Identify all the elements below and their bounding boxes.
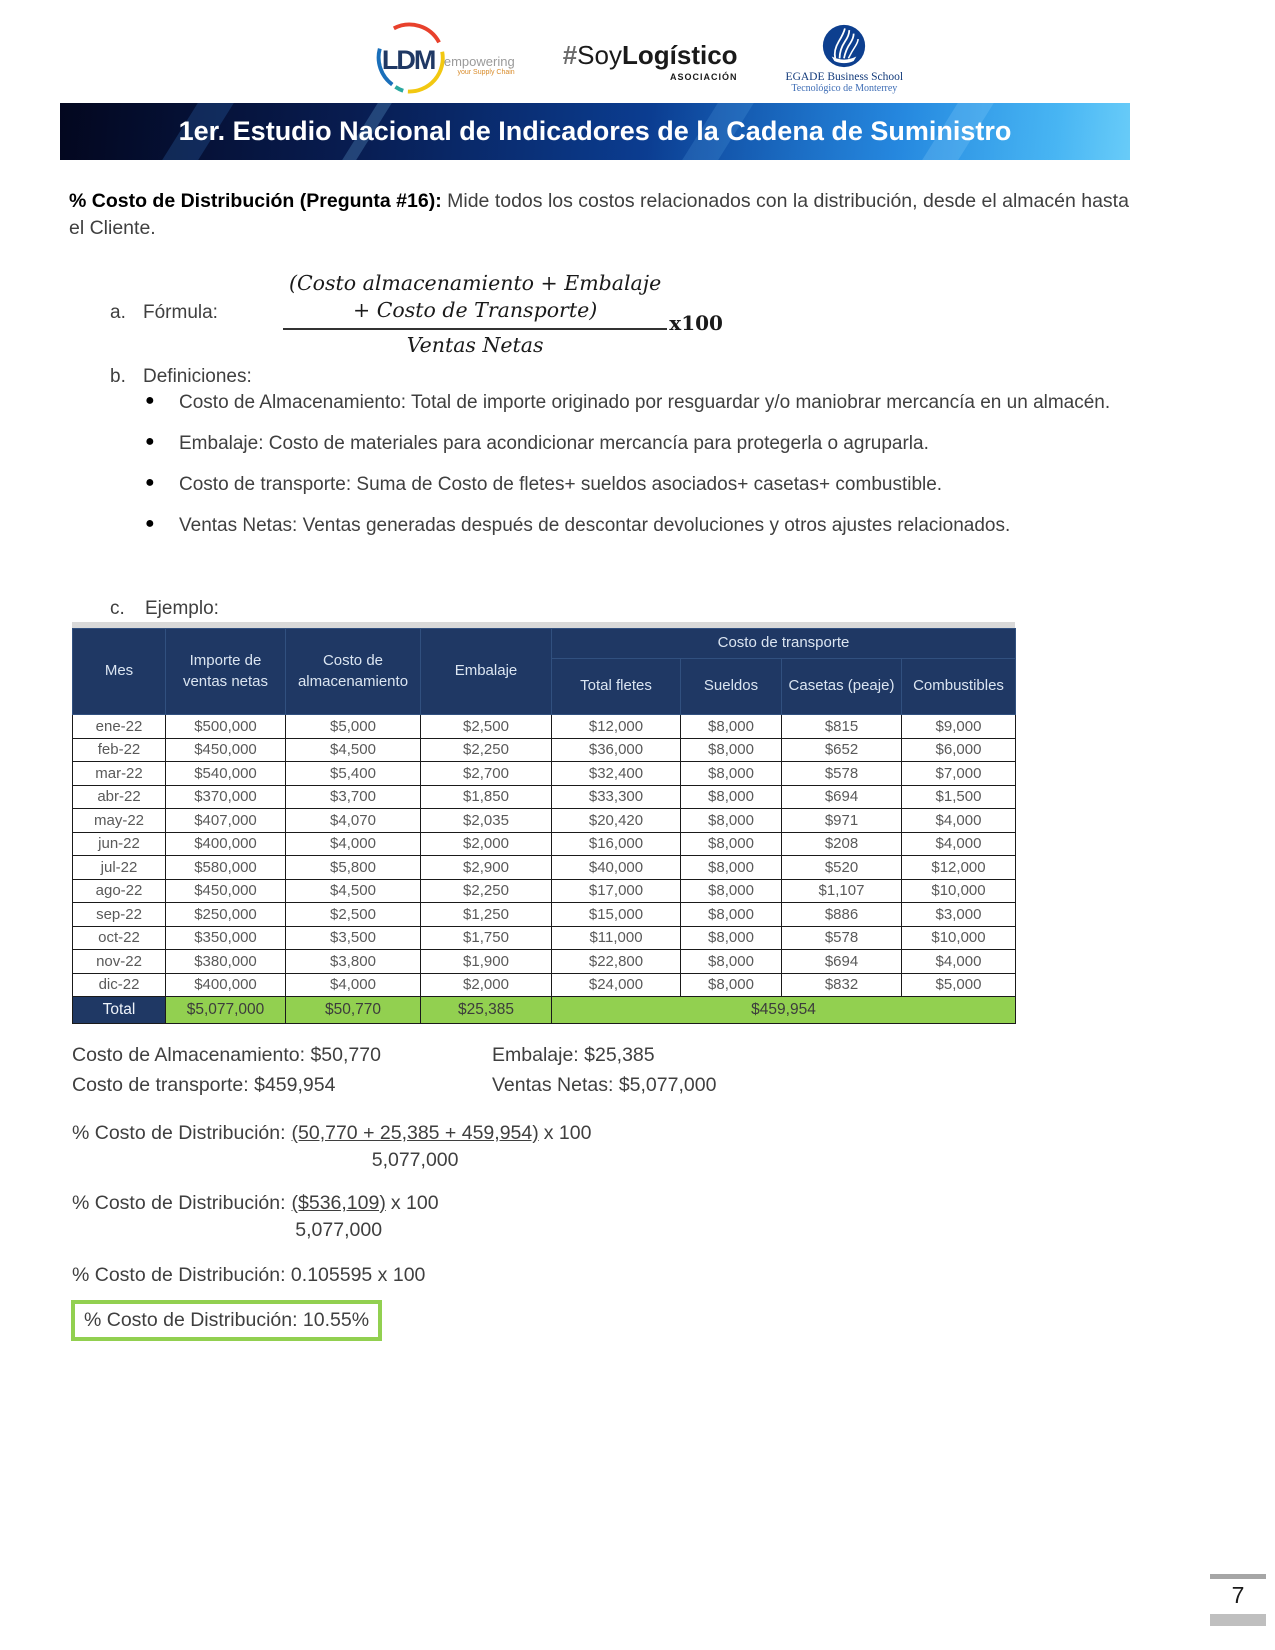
table-cell: $971 xyxy=(782,809,902,833)
col-group-costo-transporte: Costo de transporte xyxy=(552,629,1016,659)
egade-logo xyxy=(786,24,904,94)
example-label: Ejemplo: xyxy=(145,598,219,619)
table-cell: $8,000 xyxy=(681,950,782,974)
table-cell: jun-22 xyxy=(73,832,166,856)
total-almacenamiento-cell: $50,770 xyxy=(286,997,421,1024)
table-cell: $3,700 xyxy=(286,785,421,809)
soylogistico-hash: # xyxy=(562,40,578,70)
total-ventas-cell: $5,077,000 xyxy=(166,997,286,1024)
col-header-almacenamiento: Costo de almacenamiento xyxy=(286,629,421,715)
table-cell: $1,107 xyxy=(782,879,902,903)
table-cell: $2,000 xyxy=(421,973,552,997)
title-banner xyxy=(60,103,1130,160)
table-row xyxy=(73,950,1016,974)
table-cell: $578 xyxy=(782,762,902,786)
definition-item xyxy=(145,433,1135,455)
table-cell: $33,300 xyxy=(552,785,681,809)
table-cell: $8,000 xyxy=(681,973,782,997)
table-cell: $15,000 xyxy=(552,903,681,927)
table-row xyxy=(73,832,1016,856)
ldm-logo xyxy=(372,19,515,97)
calc2-label: % Costo de Distribución: xyxy=(72,1192,286,1214)
col-header-combustibles: Combustibles xyxy=(902,659,1016,715)
table-cell: $3,000 xyxy=(902,903,1016,927)
col-header-ventas: Importe de ventas netas xyxy=(166,629,286,715)
summary-ventas-netas: Ventas Netas: $5,077,000 xyxy=(492,1074,717,1096)
calculation-step-3: % Costo de Distribución: 0.105595 x 100 xyxy=(72,1264,426,1286)
example-table-body xyxy=(73,715,1016,997)
table-cell: $40,000 xyxy=(552,856,681,880)
table-cell: $16,000 xyxy=(552,832,681,856)
table-cell: $4,500 xyxy=(286,879,421,903)
table-cell: $540,000 xyxy=(166,762,286,786)
table-cell: ene-22 xyxy=(73,715,166,739)
table-row xyxy=(73,715,1016,739)
table-cell: $4,070 xyxy=(286,809,421,833)
table-row xyxy=(73,903,1016,927)
egade-name: EGADE Business School xyxy=(785,71,904,83)
kpi-description: Mide todos los costos relacionados con la distribución, desde el almacén hasta el Cliente. xyxy=(69,190,1129,240)
table-cell: $4,000 xyxy=(286,832,421,856)
intro-paragraph xyxy=(69,188,1141,243)
footer-divider-bottom xyxy=(1210,1614,1266,1626)
col-header-embalaje: Embalaje xyxy=(421,629,552,715)
ldm-tagline-1: empowering xyxy=(443,54,515,69)
table-cell: $8,000 xyxy=(681,738,782,762)
calc1-label: % Costo de Distribución: xyxy=(72,1122,286,1144)
formula-numerator-line2: + Costo de Transporte) xyxy=(353,297,598,322)
table-cell: sep-22 xyxy=(73,903,166,927)
definition-text: Costo de transporte: Suma de Costo de fletes+ sueldos asociados+ casetas+ combustible. xyxy=(179,474,943,495)
table-cell: $9,000 xyxy=(902,715,1016,739)
table-cell: $250,000 xyxy=(166,903,286,927)
table-cell: $2,500 xyxy=(421,715,552,739)
table-cell: $400,000 xyxy=(166,973,286,997)
table-cell: $8,000 xyxy=(681,715,782,739)
definitions-label: Definiciones: xyxy=(143,366,252,387)
soylogistico-soy: Soy xyxy=(577,40,622,70)
table-cell: $380,000 xyxy=(166,950,286,974)
footer-divider-top xyxy=(1210,1574,1266,1579)
table-cell: $36,000 xyxy=(552,738,681,762)
table-cell: $8,000 xyxy=(681,926,782,950)
calculation-step-2 xyxy=(72,1192,439,1242)
kpi-heading: % Costo de Distribución (Pregunta #16): xyxy=(69,190,442,212)
definition-text: Ventas Netas: Ventas generadas después de descontar devoluciones y otros ajustes relacionados. xyxy=(179,515,1011,536)
formula-multiplier: x100 xyxy=(669,310,723,335)
table-cell: $8,000 xyxy=(681,879,782,903)
soylogistico-logistico: Logístico xyxy=(621,40,738,70)
egade-institution: Tecnológico de Monterrey xyxy=(791,83,898,94)
table-cell: $2,000 xyxy=(421,832,552,856)
table-row xyxy=(73,809,1016,833)
table-cell: $3,500 xyxy=(286,926,421,950)
table-cell: $1,500 xyxy=(902,785,1016,809)
calc2-numerator: ($536,109) xyxy=(291,1192,386,1214)
table-cell: $4,000 xyxy=(902,832,1016,856)
calculation-step-1 xyxy=(72,1122,591,1172)
table-cell: $5,400 xyxy=(286,762,421,786)
table-cell: dic-22 xyxy=(73,973,166,997)
table-total-row xyxy=(73,997,1016,1024)
table-cell: $5,000 xyxy=(902,973,1016,997)
table-cell: jul-22 xyxy=(73,856,166,880)
table-cell: $4,000 xyxy=(902,809,1016,833)
definition-item xyxy=(145,392,1135,414)
table-cell: $4,500 xyxy=(286,738,421,762)
table-row xyxy=(73,926,1016,950)
table-cell: $815 xyxy=(782,715,902,739)
table-cell: $8,000 xyxy=(681,903,782,927)
table-cell: $5,000 xyxy=(286,715,421,739)
table-cell: $12,000 xyxy=(902,856,1016,880)
table-cell: $5,800 xyxy=(286,856,421,880)
table-cell: $520 xyxy=(782,856,902,880)
col-header-casetas: Casetas (peaje) xyxy=(782,659,902,715)
calc2-fraction xyxy=(292,1192,386,1242)
summary-transporte: Costo de transporte: $459,954 xyxy=(72,1074,336,1096)
table-cell: $20,420 xyxy=(552,809,681,833)
table-cell: $12,000 xyxy=(552,715,681,739)
formula-block xyxy=(283,270,723,357)
table-cell: $32,400 xyxy=(552,762,681,786)
table-row xyxy=(73,785,1016,809)
definition-text: Embalaje: Costo de materiales para acondicionar mercancía para protegerla o agruparla. xyxy=(179,433,929,454)
table-cell: $580,000 xyxy=(166,856,286,880)
table-cell: $22,800 xyxy=(552,950,681,974)
calc1-fraction xyxy=(292,1122,539,1172)
calc1-numerator: (50,770 + 25,385 + 459,954) xyxy=(291,1122,539,1144)
formula-numerator xyxy=(283,270,667,330)
summary-almacenamiento: Costo de Almacenamiento: $50,770 xyxy=(72,1044,381,1066)
formula-denominator: Ventas Netas xyxy=(406,333,544,358)
table-cell: $8,000 xyxy=(681,785,782,809)
total-embalaje-cell: $25,385 xyxy=(421,997,552,1024)
total-transporte-cell: $459,954 xyxy=(552,997,1016,1024)
ldm-wordmark: LDM xyxy=(381,45,435,75)
table-cell: $11,000 xyxy=(552,926,681,950)
table-cell: $652 xyxy=(782,738,902,762)
table-cell: mar-22 xyxy=(73,762,166,786)
page-number: 7 xyxy=(1231,1582,1245,1608)
table-cell: $8,000 xyxy=(681,762,782,786)
table-cell: $2,250 xyxy=(421,738,552,762)
totals-summary xyxy=(72,1044,1015,1104)
result-box: % Costo de Distribución: 10.55% xyxy=(71,1300,382,1341)
definition-item xyxy=(145,515,1135,537)
table-cell: $1,750 xyxy=(421,926,552,950)
table-row xyxy=(73,879,1016,903)
table-cell: feb-22 xyxy=(73,738,166,762)
egade-emblem-icon xyxy=(822,24,866,68)
formula-numerator-line1: (Costo almacenamiento + Embalaje xyxy=(289,271,662,295)
table-cell: $2,250 xyxy=(421,879,552,903)
table-cell: $2,700 xyxy=(421,762,552,786)
calc2-multiplier: x 100 xyxy=(390,1192,439,1214)
table-cell: ago-22 xyxy=(73,879,166,903)
bullet-icon: ● xyxy=(145,474,155,491)
table-cell: $10,000 xyxy=(902,926,1016,950)
table-cell: $1,250 xyxy=(421,903,552,927)
table-cell: $407,000 xyxy=(166,809,286,833)
definition-text: Costo de Almacenamiento: Total de importe originado por resguardar y/o maniobrar mercancía en un almacén. xyxy=(179,392,1111,413)
table-cell: $1,900 xyxy=(421,950,552,974)
table-cell: $694 xyxy=(782,785,902,809)
col-header-mes: Mes xyxy=(73,629,166,715)
formula-fraction xyxy=(283,270,667,357)
item-a-label: a. xyxy=(110,302,126,323)
table-cell: $400,000 xyxy=(166,832,286,856)
table-row xyxy=(73,856,1016,880)
table-cell: $2,900 xyxy=(421,856,552,880)
definition-item xyxy=(145,474,1135,496)
table-cell: $1,850 xyxy=(421,785,552,809)
soylogistico-logo xyxy=(563,40,738,82)
bullet-icon: ● xyxy=(145,515,155,532)
calc1-denominator: 5,077,000 xyxy=(371,1149,459,1171)
table-cell: $370,000 xyxy=(166,785,286,809)
summary-embalaje: Embalaje: $25,385 xyxy=(492,1044,655,1066)
table-cell: abr-22 xyxy=(73,785,166,809)
item-b-label: b. xyxy=(110,366,126,387)
table-cell: nov-22 xyxy=(73,950,166,974)
table-cell: $886 xyxy=(782,903,902,927)
table-cell: $2,035 xyxy=(421,809,552,833)
col-header-sueldos: Sueldos xyxy=(681,659,782,715)
definitions-list xyxy=(145,392,1135,556)
table-cell: $8,000 xyxy=(681,832,782,856)
table-cell: $8,000 xyxy=(681,856,782,880)
table-row xyxy=(73,762,1016,786)
table-cell: $24,000 xyxy=(552,973,681,997)
table-cell: $350,000 xyxy=(166,926,286,950)
table-cell: $694 xyxy=(782,950,902,974)
bullet-icon: ● xyxy=(145,392,155,409)
table-cell: $6,000 xyxy=(902,738,1016,762)
soylogistico-asociacion: ASOCIACIÓN xyxy=(670,72,738,82)
table-cell: $7,000 xyxy=(902,762,1016,786)
calc2-denominator: 5,077,000 xyxy=(295,1219,383,1241)
table-cell: $10,000 xyxy=(902,879,1016,903)
table-cell: $450,000 xyxy=(166,879,286,903)
table-cell: $2,500 xyxy=(286,903,421,927)
example-table xyxy=(72,628,1016,1024)
table-cell: $17,000 xyxy=(552,879,681,903)
table-cell: $578 xyxy=(782,926,902,950)
table-cell: oct-22 xyxy=(73,926,166,950)
document-title: 1er. Estudio Nacional de Indicadores de la Cadena de Suministro xyxy=(178,116,1012,146)
total-label-cell: Total xyxy=(73,997,166,1024)
col-header-total-fletes: Total fletes xyxy=(552,659,681,715)
item-c-label: c. xyxy=(110,598,125,619)
table-cell: $4,000 xyxy=(286,973,421,997)
ldm-tagline-2: your Supply Chain xyxy=(457,69,515,76)
table-cell: $8,000 xyxy=(681,809,782,833)
table-cell: may-22 xyxy=(73,809,166,833)
header-logos xyxy=(0,12,1275,104)
ldm-circle-icon xyxy=(372,19,450,97)
formula-label: Fórmula: xyxy=(143,302,218,323)
table-cell: $4,000 xyxy=(902,950,1016,974)
table-cell: $208 xyxy=(782,832,902,856)
table-cell: $450,000 xyxy=(166,738,286,762)
table-cell: $3,800 xyxy=(286,950,421,974)
table-row xyxy=(73,738,1016,762)
bullet-icon: ● xyxy=(145,433,155,450)
calc1-multiplier: x 100 xyxy=(543,1122,592,1144)
table-cell: $500,000 xyxy=(166,715,286,739)
table-cell: $832 xyxy=(782,973,902,997)
table-row xyxy=(73,973,1016,997)
ldm-tagline xyxy=(444,54,515,76)
